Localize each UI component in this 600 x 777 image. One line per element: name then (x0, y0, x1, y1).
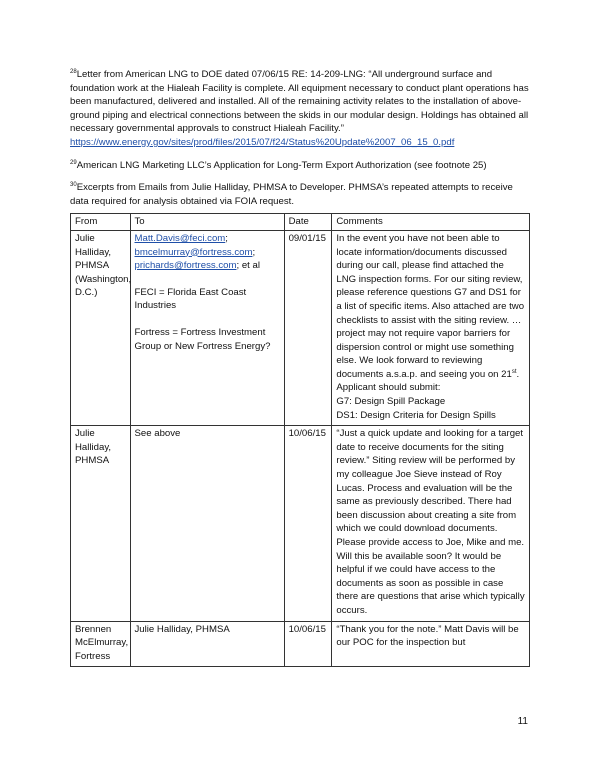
to-suffix: ; et al (236, 260, 260, 272)
header-comments: Comments (332, 214, 530, 231)
comments-superscript: st (511, 368, 517, 375)
footnote-29-text: American LNG Marketing LLC’s Application for Long-Term Export Authorization (see footnote 25) (76, 159, 487, 171)
footnote-28-link[interactable]: https://www.energy.gov/sites/prod/files/2015/07/f24/Status%20Update%2007_06_15_0.pdf (70, 136, 455, 148)
table-row (71, 426, 530, 621)
to-note-fortress: Fortress = Fortress Investment Group or New Fortress Energy? (134, 326, 271, 352)
row-2-to: See above (130, 426, 284, 621)
email-link-prichards[interactable]: prichards@fortress.com (134, 260, 237, 272)
row-3-date: 10/06/15 (284, 621, 332, 667)
header-from: From (71, 214, 131, 231)
footnote-30-number: 30 (70, 182, 77, 189)
header-to: To (130, 214, 284, 231)
footnote-29-number: 29 (70, 159, 77, 166)
row-3-from: Brennen McElmurray, Fortress (71, 621, 131, 667)
footnote-30 (70, 181, 530, 208)
to-separator: ; (252, 246, 256, 258)
document-page (70, 68, 530, 667)
header-date: Date (284, 214, 332, 231)
footnote-28 (70, 68, 530, 150)
row-1-date: 09/01/15 (284, 230, 332, 425)
table-header-row (71, 214, 530, 231)
row-2-date: 10/06/15 (284, 426, 332, 621)
email-link-bmcelmurray[interactable]: bmcelmurray@fortress.com (134, 246, 253, 258)
footnote-28-number: 28 (70, 69, 77, 75)
to-note-feci: FECI = Florida East Coast Industries (134, 286, 247, 312)
comments-applicant-line: Applicant should submit: (336, 382, 441, 394)
comments-g7-line: G7: Design Spill Package (336, 396, 446, 408)
comments-paragraph: In the event you have not been able to locate information/documents discussed during our call, please find attached the LNG inspection forms. For our siting review, please reference questions G7 and DS1 for a list of specific items. Also attached are two checklists to assist with the siting review. …project may not require vapor barriers for dispersion control or might use something else. We look forward to reviewing documents a.s.a.p. and seeing you on 21 (336, 232, 525, 380)
row-1-comments (332, 230, 530, 425)
row-1-to (130, 230, 284, 425)
row-1-from: Julie Halliday, PHMSA (Washington, D.C.) (71, 230, 131, 425)
row-2-from: Julie Halliday, PHMSA (71, 426, 131, 621)
row-3-to: Julie Halliday, PHMSA (130, 621, 284, 667)
comments-ds1-line: DS1: Design Criteria for Design Spills (336, 409, 496, 421)
page-number: 11 (517, 716, 528, 727)
comments-period: . (516, 368, 520, 380)
table-row (71, 230, 530, 425)
email-excerpts-table (70, 213, 530, 667)
row-3-comments: “Thank you for the note.” Matt Davis will be our POC for the inspection but (332, 621, 530, 667)
footnote-29 (70, 159, 530, 173)
email-link-matt-davis[interactable]: Matt.Davis@feci.com (134, 232, 226, 244)
footnote-30-text: Excerpts from Emails from Julie Halliday, PHMSA to Developer. PHMSA’s repeated attempts to receive data required for analysis obtained via FOIA request. (70, 182, 513, 207)
table-row (71, 621, 530, 667)
footnote-28-text: Letter from American LNG to DOE dated 07/06/15 RE: 14-209-LNG: “All underground surface and foundation work at the Hialeah Facility is complete. All equipment necessary to conduct plant operations has been manufactured, delivered and installed. All of the remaining activity relates to the installation of above-ground piping and electrical connections between the skids in our modular design. Holdings has obtained all necessary governmental approvals to construct Hialeah Facility.” (70, 69, 529, 135)
to-separator: ; (225, 232, 228, 244)
row-2-comments: “Just a quick update and looking for a target date to receive documents for the siting review.” Siting review will be performed by my colleague Joe Sieve instead of Roy Lucas. Process and evaluation will be the same as previously described. There had been discussion about creating a site from which we could download documents. Please provide access to Joe, Mike and me. Will this be available soon? It would be helpful if we could have access to the documents as soon as possible in case there are questions that arise which typically occurs. (332, 426, 530, 621)
